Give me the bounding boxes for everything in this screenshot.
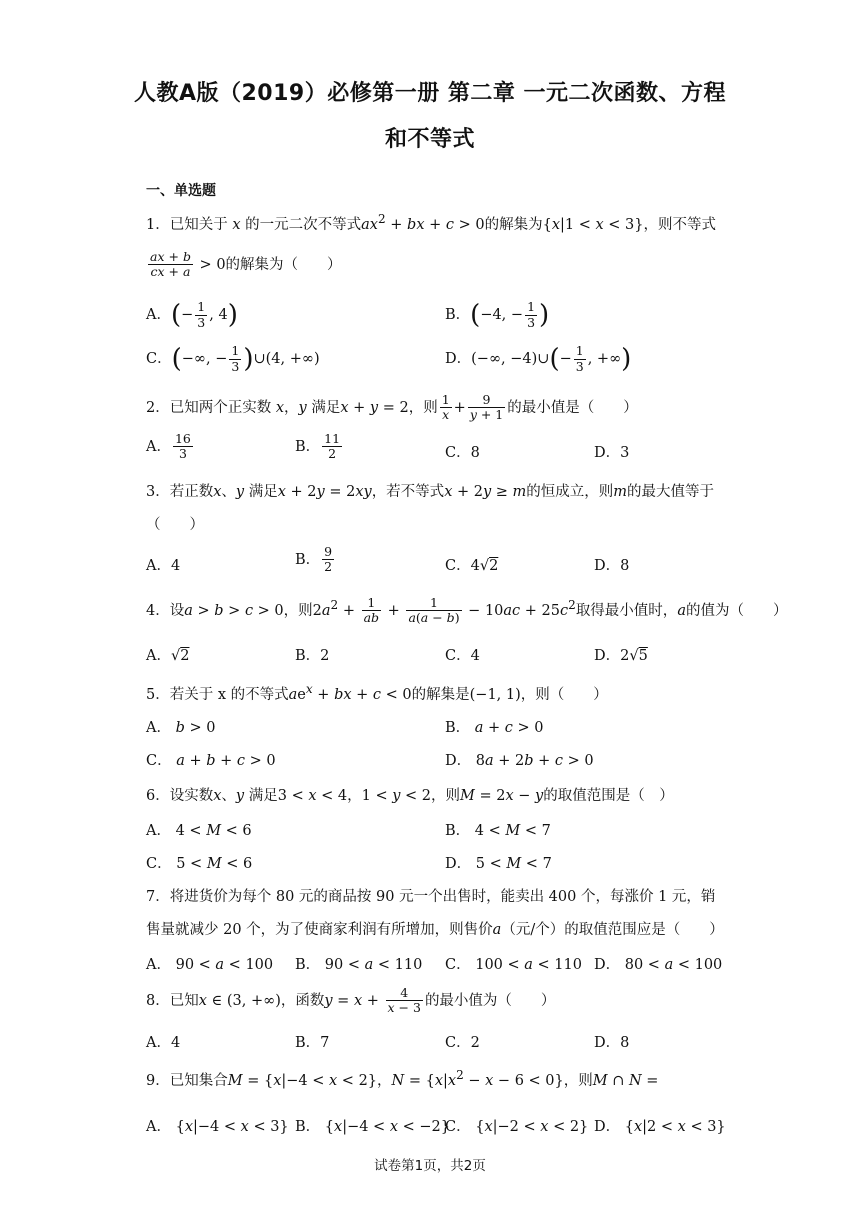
q4-option-d[interactable]: D．2√5 — [594, 648, 648, 664]
q5-option-c[interactable]: C． a + b + c > 0 — [146, 753, 276, 769]
q3-option-b[interactable]: B． $\frac{9}{2}$ — [295, 544, 333, 575]
q5-option-d[interactable]: D． 8a + 2b + c > 0 — [445, 753, 594, 769]
q7-option-c[interactable]: C． 100 < a < 110 — [445, 957, 582, 973]
q6-option-a[interactable]: A． 4 < M < 6 — [146, 823, 252, 839]
q8-option-d[interactable]: D．8 — [594, 1035, 630, 1051]
q9-option-c[interactable]: C． {x|−2 < x < 2} — [445, 1119, 589, 1135]
question-1-stem-cont: $\frac{ax + b}{cx + a}$ > 0的解集为（ ） — [150, 249, 342, 280]
q8-option-c[interactable]: C．2 — [445, 1035, 480, 1051]
q2-option-a[interactable]: A． $\frac{16}{3}$ — [146, 431, 191, 462]
q4-option-c[interactable]: C．4 — [445, 648, 480, 664]
q9-option-b[interactable]: B． {x|−4 < x < −2} — [295, 1119, 450, 1135]
section-heading: 一、单选题 — [146, 183, 216, 199]
q7-option-a[interactable]: A． 90 < a < 100 — [146, 957, 274, 973]
q1-option-b[interactable]: B．(−4, − $\frac{1}{3}$ ) — [445, 299, 550, 330]
q1-option-d[interactable]: D．(−∞, −4)∪(− $\frac{1}{3}$ , +∞) — [445, 343, 632, 374]
exam-title-line2: 和不等式 — [384, 127, 475, 152]
question-3-stem-cont: （ ） — [146, 517, 204, 533]
q4-option-a[interactable]: A．√2 — [146, 648, 190, 664]
q1-option-c[interactable]: C．(−∞, − $\frac{1}{3}$ )∪(4, +∞) — [146, 343, 320, 374]
q1-option-a[interactable]: A．(− $\frac{1}{3}$ , 4) — [146, 299, 238, 330]
q8-option-a[interactable]: A．4 — [146, 1035, 181, 1051]
question-5-stem: 5．若关于 x 的不等式$ae^x$ + bx + c < 0的解集是(−1, 1)，则（ ） — [146, 682, 608, 703]
q7-option-b[interactable]: B． 90 < a < 110 — [295, 957, 423, 973]
question-1-stem: 1．已知关于 x 的一元二次不等式$ax^2$ + bx + c > 0的解集为{x|1 < x < 3}，则不等式 — [146, 212, 717, 233]
question-2-stem: 2．已知两个正实数 x，y 满足x + y = 2，则 $\frac{1}{x}$ + $\frac{9}{y + 1}$ 的最小值是（ ） — [146, 392, 638, 423]
q4-option-b[interactable]: B．2 — [295, 648, 330, 664]
q9-option-a[interactable]: A． {x|−4 < x < 3} — [146, 1119, 289, 1135]
q2-option-d[interactable]: D．3 — [594, 445, 630, 461]
q3-option-a[interactable]: A．4 — [146, 558, 181, 574]
q6-option-b[interactable]: B． 4 < M < 7 — [445, 823, 551, 839]
question-4-stem: 4．设a > b > c > 0，则$2a^2$ + $\frac{1}{ab}$ + $\frac{1}{a(a - b)}$ − $10ac + 25c^2$取得最小值时，a的值为（ ） — [146, 595, 788, 626]
exam-title-line1: 人教A版（2019）必修第一册 第二章 一元二次函数、方程 — [133, 81, 727, 106]
question-8-stem: 8．已知x ∈ (3, +∞)，函数y = x + $\frac{4}{x - 3}$ 的最小值为（ ） — [146, 985, 556, 1016]
question-7-stem-cont: 售量就减少 20 个，为了使商家利润有所增加，则售价a（元/个）的取值范围应是（ ） — [146, 922, 724, 938]
q2-option-b[interactable]: B． $\frac{11}{2}$ — [295, 431, 341, 462]
q5-option-a[interactable]: A． b > 0 — [146, 720, 216, 736]
q9-option-d[interactable]: D． {x|2 < x < 3} — [594, 1119, 726, 1135]
q8-option-b[interactable]: B．7 — [295, 1035, 330, 1051]
page-footer: 试卷第1页，共2页 — [374, 1158, 486, 1174]
q3-option-c[interactable]: C．4√2 — [445, 558, 499, 574]
q6-option-c[interactable]: C． 5 < M < 6 — [146, 856, 253, 872]
question-3-stem: 3．若正数x、y 满足x + 2y = 2xy，若不等式x + 2y ≥ m的恒成立，则m的最大值等于 — [146, 484, 715, 500]
q6-option-d[interactable]: D． 5 < M < 7 — [445, 856, 552, 872]
q2-option-c[interactable]: C．8 — [445, 445, 480, 461]
question-7-stem: 7．将进货价为每个 80 元的商品按 90 元一个出售时，能卖出 400 个，每涨价 1 元，销 — [146, 889, 716, 905]
question-6-stem: 6．设实数x、y 满足3 < x < 4，1 < y < 2，则M = 2x − y的取值范围是（ ） — [146, 788, 674, 804]
q5-option-b[interactable]: B． a + c > 0 — [445, 720, 544, 736]
q3-option-d[interactable]: D．8 — [594, 558, 630, 574]
q7-option-d[interactable]: D． 80 < a < 100 — [594, 957, 723, 973]
question-9-stem: 9．已知集合M = {x|−4 < x < 2}，$N = \{x|x^2 - x - 6 < 0\}$，则M ∩ N = — [146, 1068, 659, 1089]
